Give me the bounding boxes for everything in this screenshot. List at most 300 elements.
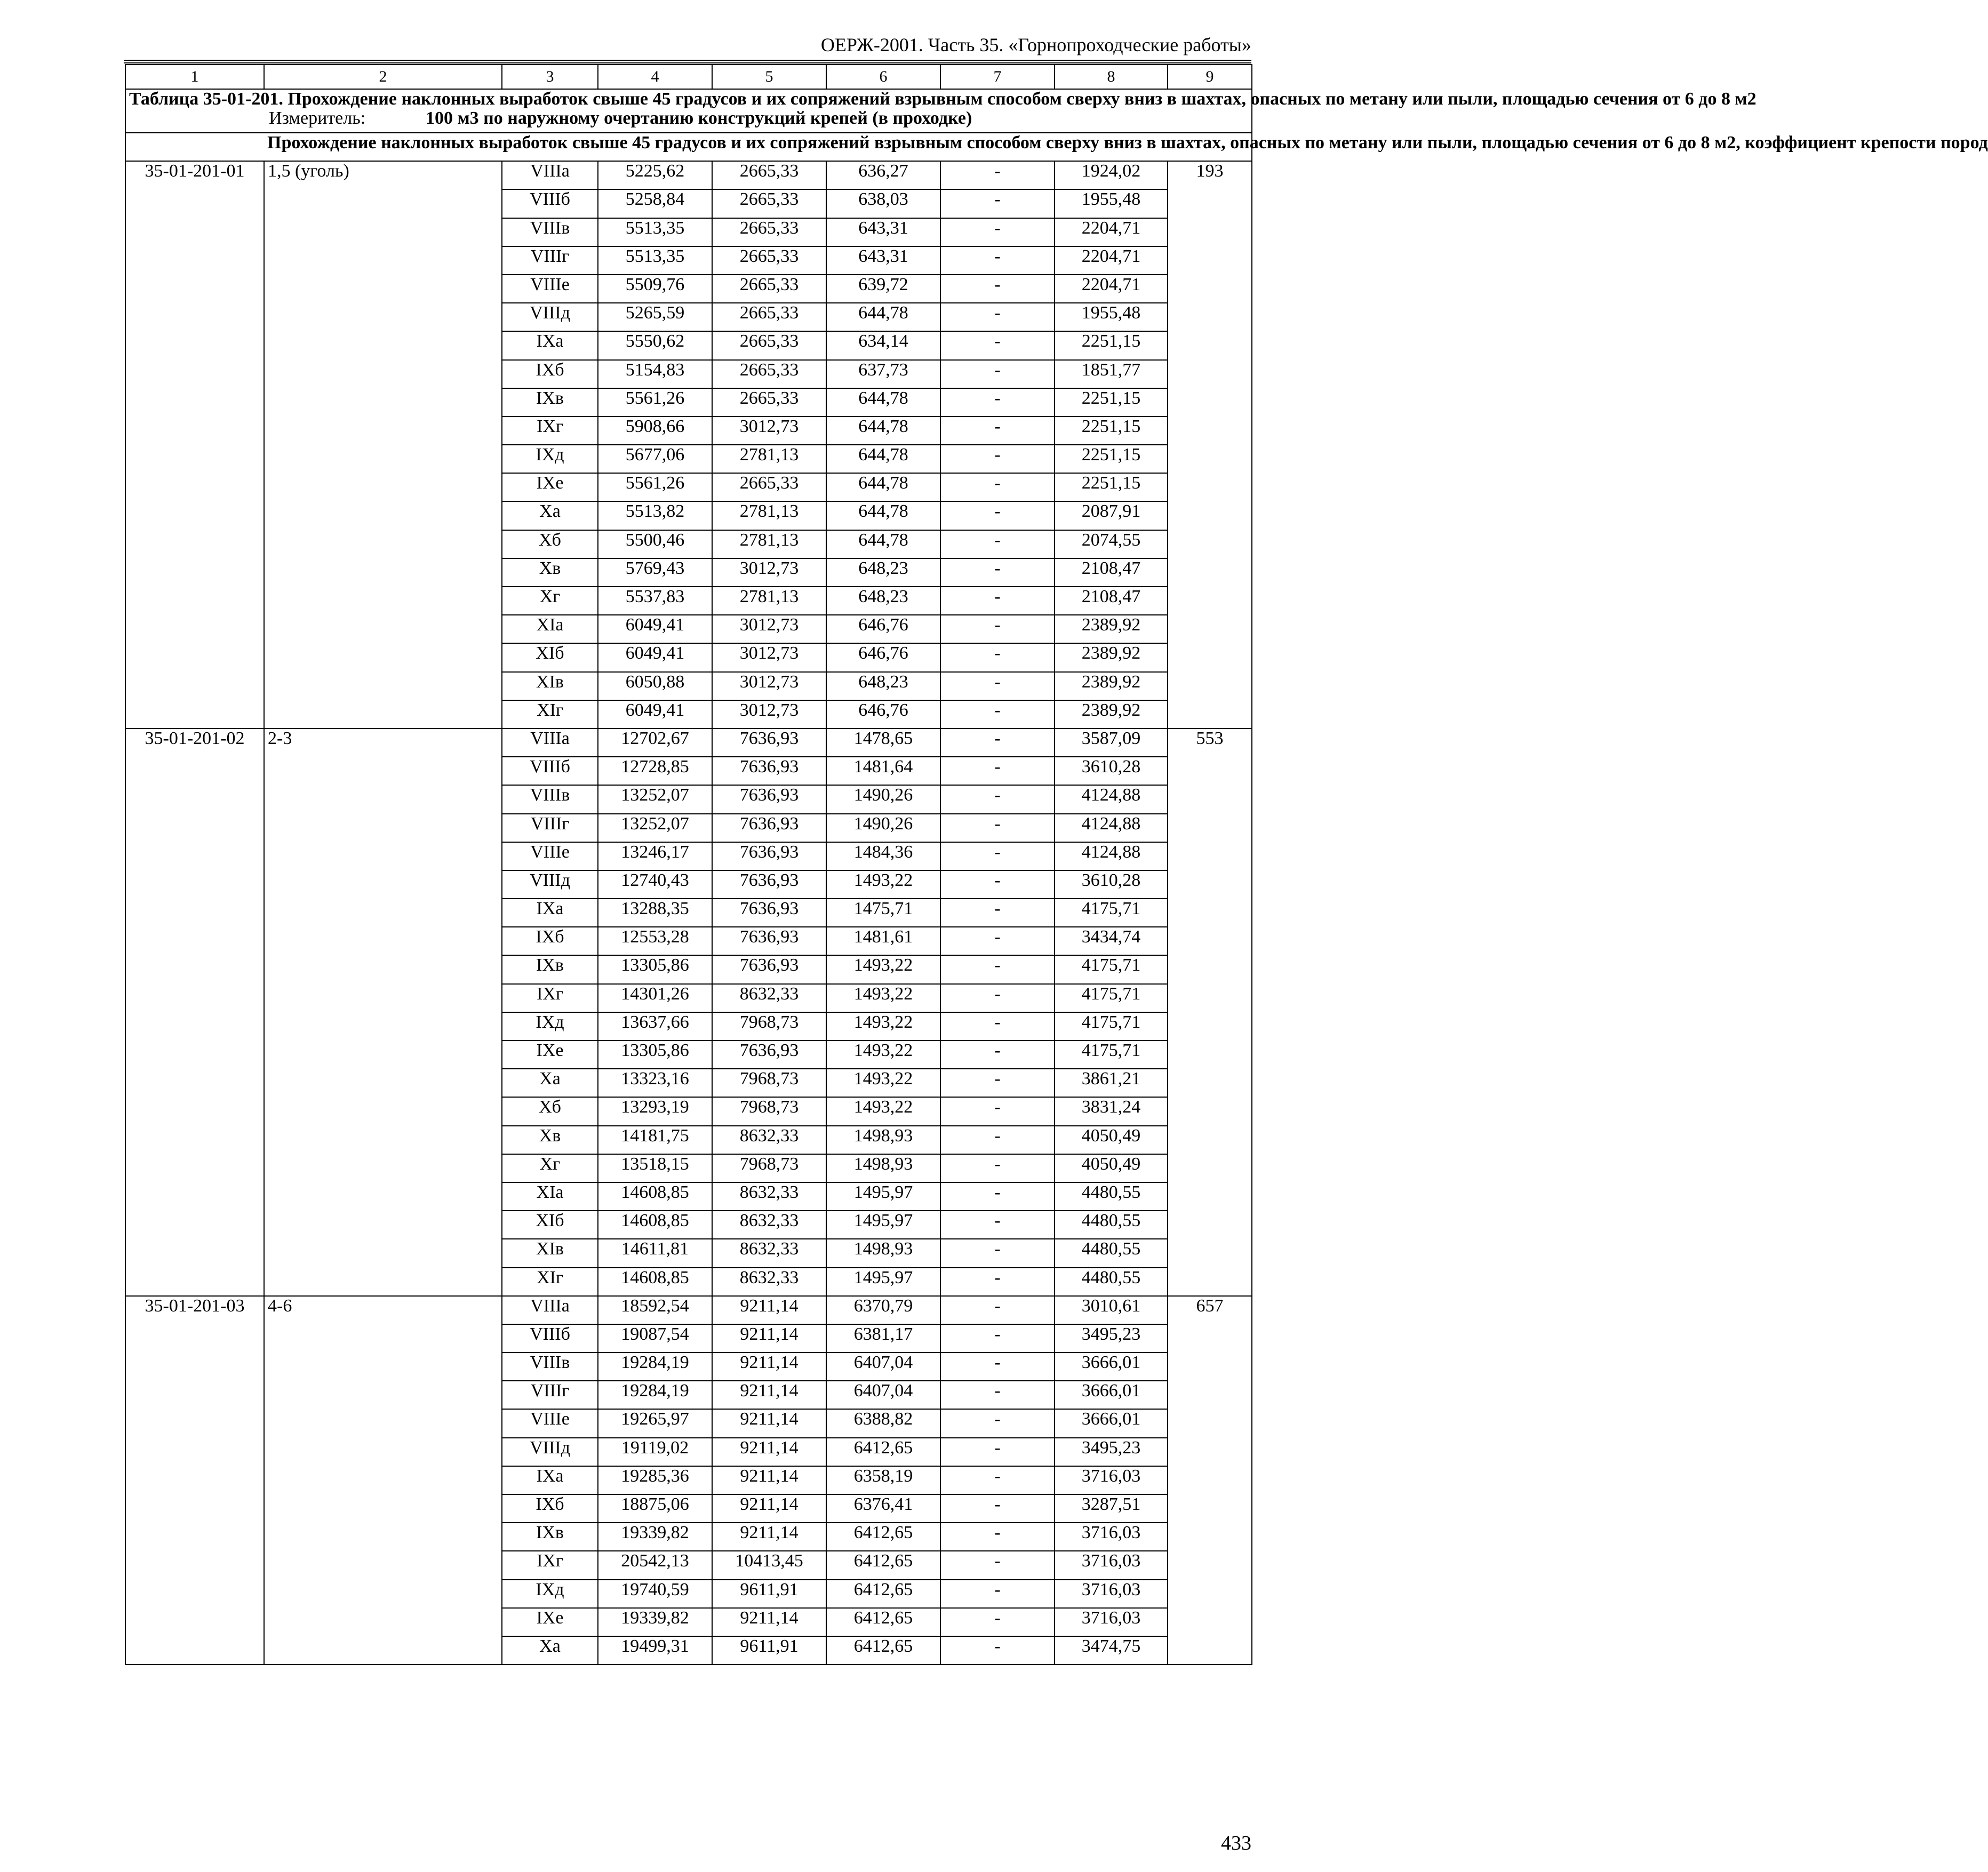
value-cell: -	[940, 870, 1055, 899]
value-cell: -	[940, 558, 1055, 587]
value-cell: -	[940, 700, 1055, 729]
value-cell: 9211,14	[712, 1523, 826, 1551]
value-cell: 9211,14	[712, 1296, 826, 1324]
value-cell: 8632,33	[712, 984, 826, 1012]
value-cell: -	[940, 360, 1055, 388]
value-cell: 5513,35	[598, 218, 712, 246]
rock-category: IXг	[502, 984, 598, 1012]
section-row	[125, 133, 1252, 161]
value-cell: 4480,55	[1055, 1211, 1168, 1239]
value-cell: 1955,48	[1055, 303, 1168, 331]
value-cell: 13293,19	[598, 1097, 712, 1125]
value-cell: -	[940, 161, 1055, 189]
value-cell: 2781,13	[712, 501, 826, 530]
value-cell: 14301,26	[598, 984, 712, 1012]
value-cell: -	[940, 729, 1055, 757]
value-cell: 638,03	[826, 189, 940, 218]
value-cell: 5550,62	[598, 331, 712, 359]
value-cell: 644,78	[826, 417, 940, 445]
value-cell: 2389,92	[1055, 643, 1168, 671]
value-cell: -	[940, 445, 1055, 473]
value-cell: 7636,93	[712, 927, 826, 955]
value-cell: 19339,82	[598, 1608, 712, 1636]
value-cell: 19265,97	[598, 1409, 712, 1437]
value-cell: -	[940, 1154, 1055, 1182]
value-cell: 13252,07	[598, 785, 712, 813]
value-cell: 1493,22	[826, 984, 940, 1012]
value-cell: -	[940, 615, 1055, 643]
value-cell: 637,73	[826, 360, 940, 388]
value-cell: 9211,14	[712, 1381, 826, 1409]
value-cell: 644,78	[826, 473, 940, 501]
value-cell: 9211,14	[712, 1353, 826, 1381]
value-cell: 4124,88	[1055, 842, 1168, 870]
rock-category: XIв	[502, 672, 598, 700]
rock-category: Xб	[502, 1097, 598, 1125]
value-cell: 4175,71	[1055, 1041, 1168, 1069]
value-cell: 3474,75	[1055, 1636, 1168, 1665]
value-cell: 1490,26	[826, 814, 940, 842]
value-cell: 7968,73	[712, 1012, 826, 1041]
group-value: 657	[1168, 1296, 1252, 1665]
value-cell: 5265,59	[598, 303, 712, 331]
value-cell: 648,23	[826, 558, 940, 587]
rock-category: VIIIе	[502, 842, 598, 870]
value-cell: 2781,13	[712, 530, 826, 558]
value-cell: 1498,93	[826, 1154, 940, 1182]
value-cell: 2251,15	[1055, 445, 1168, 473]
value-cell: -	[940, 1126, 1055, 1154]
value-cell: 5225,62	[598, 161, 712, 189]
value-cell: 2389,92	[1055, 700, 1168, 729]
value-cell: 1493,22	[826, 1097, 940, 1125]
value-cell: 6050,88	[598, 672, 712, 700]
value-cell: -	[940, 1324, 1055, 1353]
value-cell: 1493,22	[826, 955, 940, 983]
value-cell: 19499,31	[598, 1636, 712, 1665]
value-cell: 4480,55	[1055, 1239, 1168, 1267]
value-cell: 1495,97	[826, 1211, 940, 1239]
value-cell: -	[940, 1097, 1055, 1125]
value-cell: 2108,47	[1055, 558, 1168, 587]
column-number: 8	[1055, 65, 1168, 89]
measure-value: 100 м3 по наружному очертанию конструкций крепей (в проходке)	[426, 108, 972, 128]
rock-category: VIIIв	[502, 218, 598, 246]
table-title: Таблица 35-01-201. Прохождение наклонных выработок свыше 45 градусов и их сопряжений взрывным способом сверху вниз в шахтах, опасных по метану или пыли, площадью сечения от 6 до 8 м2	[125, 89, 1252, 109]
value-cell: 7636,93	[712, 785, 826, 813]
value-cell: 7636,93	[712, 814, 826, 842]
rock-category: VIIIв	[502, 1353, 598, 1381]
value-cell: 2665,33	[712, 473, 826, 501]
value-cell: 1495,97	[826, 1182, 940, 1211]
value-cell: 9211,14	[712, 1438, 826, 1466]
value-cell: 3831,24	[1055, 1097, 1168, 1125]
value-cell: 9211,14	[712, 1466, 826, 1494]
value-cell: 7968,73	[712, 1069, 826, 1097]
column-number: 6	[826, 65, 940, 89]
value-cell: 5258,84	[598, 189, 712, 218]
column-number: 3	[502, 65, 598, 89]
rock-category: VIIIд	[502, 303, 598, 331]
rock-category: IXв	[502, 388, 598, 417]
value-cell: 13288,35	[598, 899, 712, 927]
value-cell: 1495,97	[826, 1268, 940, 1296]
rock-category: VIIIг	[502, 1381, 598, 1409]
value-cell: -	[940, 530, 1055, 558]
value-cell: -	[940, 1494, 1055, 1523]
value-cell: -	[940, 275, 1055, 303]
value-cell: 4480,55	[1055, 1182, 1168, 1211]
value-cell: 2251,15	[1055, 331, 1168, 359]
value-cell: 13323,16	[598, 1069, 712, 1097]
value-cell: -	[940, 417, 1055, 445]
value-cell: 644,78	[826, 501, 940, 530]
value-cell: 3716,03	[1055, 1580, 1168, 1608]
value-cell: 4175,71	[1055, 955, 1168, 983]
value-cell: 19284,19	[598, 1381, 712, 1409]
value-cell: -	[940, 842, 1055, 870]
rock-category: IXа	[502, 1466, 598, 1494]
value-cell: 8632,33	[712, 1182, 826, 1211]
group-value: 193	[1168, 161, 1252, 729]
value-cell: 6412,65	[826, 1580, 940, 1608]
value-cell: 5908,66	[598, 417, 712, 445]
rock-category: XIа	[502, 615, 598, 643]
value-cell: -	[940, 1012, 1055, 1041]
value-cell: 6370,79	[826, 1296, 940, 1324]
value-cell: 14608,85	[598, 1268, 712, 1296]
rock-category: IXб	[502, 1494, 598, 1523]
value-cell: 5500,46	[598, 530, 712, 558]
rock-category: IXв	[502, 1523, 598, 1551]
rock-category: VIIIе	[502, 275, 598, 303]
value-cell: 7636,93	[712, 955, 826, 983]
value-cell: 6376,41	[826, 1494, 940, 1523]
value-cell: 648,23	[826, 587, 940, 615]
value-cell: 13305,86	[598, 955, 712, 983]
value-cell: 646,76	[826, 643, 940, 671]
rock-category: Xа	[502, 1636, 598, 1665]
value-cell: 12553,28	[598, 927, 712, 955]
value-cell: 12702,67	[598, 729, 712, 757]
header-rule-thin	[124, 62, 1251, 63]
value-cell: 4050,49	[1055, 1154, 1168, 1182]
rock-category: VIIIг	[502, 814, 598, 842]
value-cell: 2251,15	[1055, 473, 1168, 501]
section-spacer	[125, 133, 264, 161]
value-cell: -	[940, 1466, 1055, 1494]
value-cell: -	[940, 927, 1055, 955]
value-cell: -	[940, 1409, 1055, 1437]
value-cell: 2204,71	[1055, 246, 1168, 275]
value-cell: -	[940, 1268, 1055, 1296]
value-cell: -	[940, 303, 1055, 331]
value-cell: 3610,28	[1055, 757, 1168, 785]
rock-category: VIIIг	[502, 246, 598, 275]
value-cell: 7636,93	[712, 899, 826, 927]
value-cell: 1478,65	[826, 729, 940, 757]
value-cell: 3716,03	[1055, 1608, 1168, 1636]
value-cell: 1493,22	[826, 1041, 940, 1069]
value-cell: -	[940, 388, 1055, 417]
rock-category: IXг	[502, 1551, 598, 1579]
rock-category: Xа	[502, 1069, 598, 1097]
hardness-coefficient: 4-6	[264, 1296, 502, 1665]
value-cell: 2665,33	[712, 303, 826, 331]
value-cell: 2087,91	[1055, 501, 1168, 530]
value-cell: 2251,15	[1055, 388, 1168, 417]
value-cell: 3012,73	[712, 700, 826, 729]
value-cell: 19339,82	[598, 1523, 712, 1551]
value-cell: -	[940, 1438, 1055, 1466]
value-cell: -	[940, 1296, 1055, 1324]
value-cell: 19740,59	[598, 1580, 712, 1608]
value-cell: 3287,51	[1055, 1494, 1168, 1523]
value-cell: 9611,91	[712, 1636, 826, 1665]
value-cell: 7636,93	[712, 842, 826, 870]
column-numbers-row	[125, 65, 1252, 89]
value-cell: -	[940, 1608, 1055, 1636]
value-cell: 643,31	[826, 218, 940, 246]
rock-category: Xа	[502, 501, 598, 530]
value-cell: 3495,23	[1055, 1438, 1168, 1466]
value-cell: -	[940, 587, 1055, 615]
value-cell: 3012,73	[712, 615, 826, 643]
value-cell: 8632,33	[712, 1239, 826, 1267]
rock-category: VIIIе	[502, 1409, 598, 1437]
value-cell: 3861,21	[1055, 1069, 1168, 1097]
title-row	[125, 89, 1252, 109]
rock-category: VIIIб	[502, 757, 598, 785]
value-cell: 6412,65	[826, 1438, 940, 1466]
value-cell: 19119,02	[598, 1438, 712, 1466]
value-cell: 1490,26	[826, 785, 940, 813]
value-cell: 2251,15	[1055, 417, 1168, 445]
value-cell: 643,31	[826, 246, 940, 275]
value-cell: 5537,83	[598, 587, 712, 615]
value-cell: 13252,07	[598, 814, 712, 842]
value-cell: 5677,06	[598, 445, 712, 473]
value-cell: 6381,17	[826, 1324, 940, 1353]
value-cell: 6388,82	[826, 1409, 940, 1437]
rock-category: IXд	[502, 1012, 598, 1041]
value-cell: 639,72	[826, 275, 940, 303]
value-cell: 2074,55	[1055, 530, 1168, 558]
value-cell: 4480,55	[1055, 1268, 1168, 1296]
rock-category: XIб	[502, 643, 598, 671]
value-cell: 8632,33	[712, 1211, 826, 1239]
measure-row	[125, 109, 1252, 133]
value-cell: 9211,14	[712, 1409, 826, 1437]
value-cell: 6412,65	[826, 1636, 940, 1665]
rock-category: IXе	[502, 1041, 598, 1069]
value-cell: 8632,33	[712, 1268, 826, 1296]
value-cell: 1955,48	[1055, 189, 1168, 218]
value-cell: 2665,33	[712, 189, 826, 218]
value-cell: 2389,92	[1055, 615, 1168, 643]
rock-category: IXа	[502, 331, 598, 359]
hardness-coefficient: 1,5 (уголь)	[264, 161, 502, 729]
measure-cell	[125, 109, 1252, 133]
value-cell: -	[940, 1182, 1055, 1211]
value-cell: 19284,19	[598, 1353, 712, 1381]
value-cell: 7636,93	[712, 870, 826, 899]
value-cell: 2665,33	[712, 360, 826, 388]
value-cell: 6049,41	[598, 615, 712, 643]
value-cell: -	[940, 246, 1055, 275]
value-cell: 6407,04	[826, 1353, 940, 1381]
value-cell: 3434,74	[1055, 927, 1168, 955]
value-cell: 7968,73	[712, 1097, 826, 1125]
value-cell: 6049,41	[598, 643, 712, 671]
value-cell: 2665,33	[712, 388, 826, 417]
norm-code: 35-01-201-01	[125, 161, 264, 729]
rock-category: XIа	[502, 1182, 598, 1211]
rock-category: IXб	[502, 360, 598, 388]
value-cell: 1493,22	[826, 870, 940, 899]
value-cell: -	[940, 785, 1055, 813]
value-cell: 1498,93	[826, 1126, 940, 1154]
value-cell: 7968,73	[712, 1154, 826, 1182]
value-cell: -	[940, 1580, 1055, 1608]
value-cell: 644,78	[826, 303, 940, 331]
value-cell: 3012,73	[712, 417, 826, 445]
value-cell: -	[940, 501, 1055, 530]
value-cell: 18875,06	[598, 1494, 712, 1523]
value-cell: 3012,73	[712, 643, 826, 671]
value-cell: -	[940, 1041, 1055, 1069]
rock-category: VIIIа	[502, 729, 598, 757]
rock-category: XIг	[502, 700, 598, 729]
value-cell: 2781,13	[712, 445, 826, 473]
value-cell: 13518,15	[598, 1154, 712, 1182]
value-cell: -	[940, 1551, 1055, 1579]
rock-category: XIб	[502, 1211, 598, 1239]
value-cell: 3012,73	[712, 672, 826, 700]
value-cell: -	[940, 1381, 1055, 1409]
column-number: 9	[1168, 65, 1252, 89]
rock-category: Xб	[502, 530, 598, 558]
table-row	[125, 729, 1252, 757]
value-cell: 7636,93	[712, 757, 826, 785]
value-cell: 19087,54	[598, 1324, 712, 1353]
value-cell: 7636,93	[712, 1041, 826, 1069]
value-cell: 6412,65	[826, 1551, 940, 1579]
column-number: 1	[125, 65, 264, 89]
value-cell: 19285,36	[598, 1466, 712, 1494]
value-cell: 3010,61	[1055, 1296, 1168, 1324]
value-cell: 5509,76	[598, 275, 712, 303]
value-cell: 14608,85	[598, 1182, 712, 1211]
rock-category: VIIIб	[502, 189, 598, 218]
value-cell: 4124,88	[1055, 785, 1168, 813]
rock-category: Xг	[502, 1154, 598, 1182]
value-cell: -	[940, 955, 1055, 983]
value-cell: 13246,17	[598, 842, 712, 870]
rock-category: Xв	[502, 558, 598, 587]
value-cell: 1481,61	[826, 927, 940, 955]
value-cell: 2665,33	[712, 161, 826, 189]
value-cell: 18592,54	[598, 1296, 712, 1324]
value-cell: 3012,73	[712, 558, 826, 587]
running-header: ОЕРЖ-2001. Часть 35. «Горнопроходческие работы»	[820, 34, 1251, 55]
rock-category: IXе	[502, 1608, 598, 1636]
value-cell: 4175,71	[1055, 1012, 1168, 1041]
value-cell: 646,76	[826, 615, 940, 643]
rock-category: Xг	[502, 587, 598, 615]
value-cell: 9211,14	[712, 1494, 826, 1523]
value-cell: 1475,71	[826, 899, 940, 927]
value-cell: 20542,13	[598, 1551, 712, 1579]
value-cell: 2204,71	[1055, 275, 1168, 303]
rock-category: VIIIд	[502, 1438, 598, 1466]
rock-category: VIIIд	[502, 870, 598, 899]
rock-category: VIIIв	[502, 785, 598, 813]
value-cell: 2665,33	[712, 331, 826, 359]
header-rule	[124, 60, 1251, 61]
section-title: Прохождение наклонных выработок свыше 45 градусов и их сопряжений взрывным способом сверху вниз в шахтах, опасных по метану или пыли, площадью сечения от 6 до 8 м2, коэффициент крепости пород	[264, 133, 1252, 161]
value-cell: 4124,88	[1055, 814, 1168, 842]
measure-label: Измеритель:	[269, 108, 366, 128]
value-cell: 9211,14	[712, 1324, 826, 1353]
rock-category: IXд	[502, 1580, 598, 1608]
value-cell: 8632,33	[712, 1126, 826, 1154]
rock-category: VIIIа	[502, 161, 598, 189]
value-cell: 3587,09	[1055, 729, 1168, 757]
value-cell: -	[940, 643, 1055, 671]
value-cell: 3610,28	[1055, 870, 1168, 899]
value-cell: -	[940, 984, 1055, 1012]
value-cell: 12728,85	[598, 757, 712, 785]
value-cell: 12740,43	[598, 870, 712, 899]
rock-category: IXд	[502, 445, 598, 473]
value-cell: 5561,26	[598, 473, 712, 501]
value-cell: 1924,02	[1055, 161, 1168, 189]
value-cell: -	[940, 473, 1055, 501]
value-cell: 5513,82	[598, 501, 712, 530]
value-cell: 2389,92	[1055, 672, 1168, 700]
norms-table	[125, 64, 1988, 1665]
value-cell: -	[940, 814, 1055, 842]
value-cell: 644,78	[826, 388, 940, 417]
rock-category: IXв	[502, 955, 598, 983]
value-cell: 1481,64	[826, 757, 940, 785]
value-cell: 3666,01	[1055, 1353, 1168, 1381]
value-cell: 4050,49	[1055, 1126, 1168, 1154]
value-cell: 3666,01	[1055, 1409, 1168, 1437]
value-cell: 5769,43	[598, 558, 712, 587]
value-cell: 1498,93	[826, 1239, 940, 1267]
value-cell: 4175,71	[1055, 984, 1168, 1012]
column-number: 5	[712, 65, 826, 89]
rock-category: Xв	[502, 1126, 598, 1154]
value-cell: 9211,14	[712, 1608, 826, 1636]
value-cell: 9611,91	[712, 1580, 826, 1608]
column-number: 4	[598, 65, 712, 89]
value-cell: 10413,45	[712, 1551, 826, 1579]
value-cell: -	[940, 1239, 1055, 1267]
value-cell: 4175,71	[1055, 899, 1168, 927]
value-cell: 6412,65	[826, 1608, 940, 1636]
norm-code: 35-01-201-02	[125, 729, 264, 1296]
value-cell: 636,27	[826, 161, 940, 189]
value-cell: 6407,04	[826, 1381, 940, 1409]
value-cell: -	[940, 1353, 1055, 1381]
rock-category: IXе	[502, 473, 598, 501]
value-cell: -	[940, 899, 1055, 927]
table-row	[125, 1296, 1252, 1324]
value-cell: 3495,23	[1055, 1324, 1168, 1353]
